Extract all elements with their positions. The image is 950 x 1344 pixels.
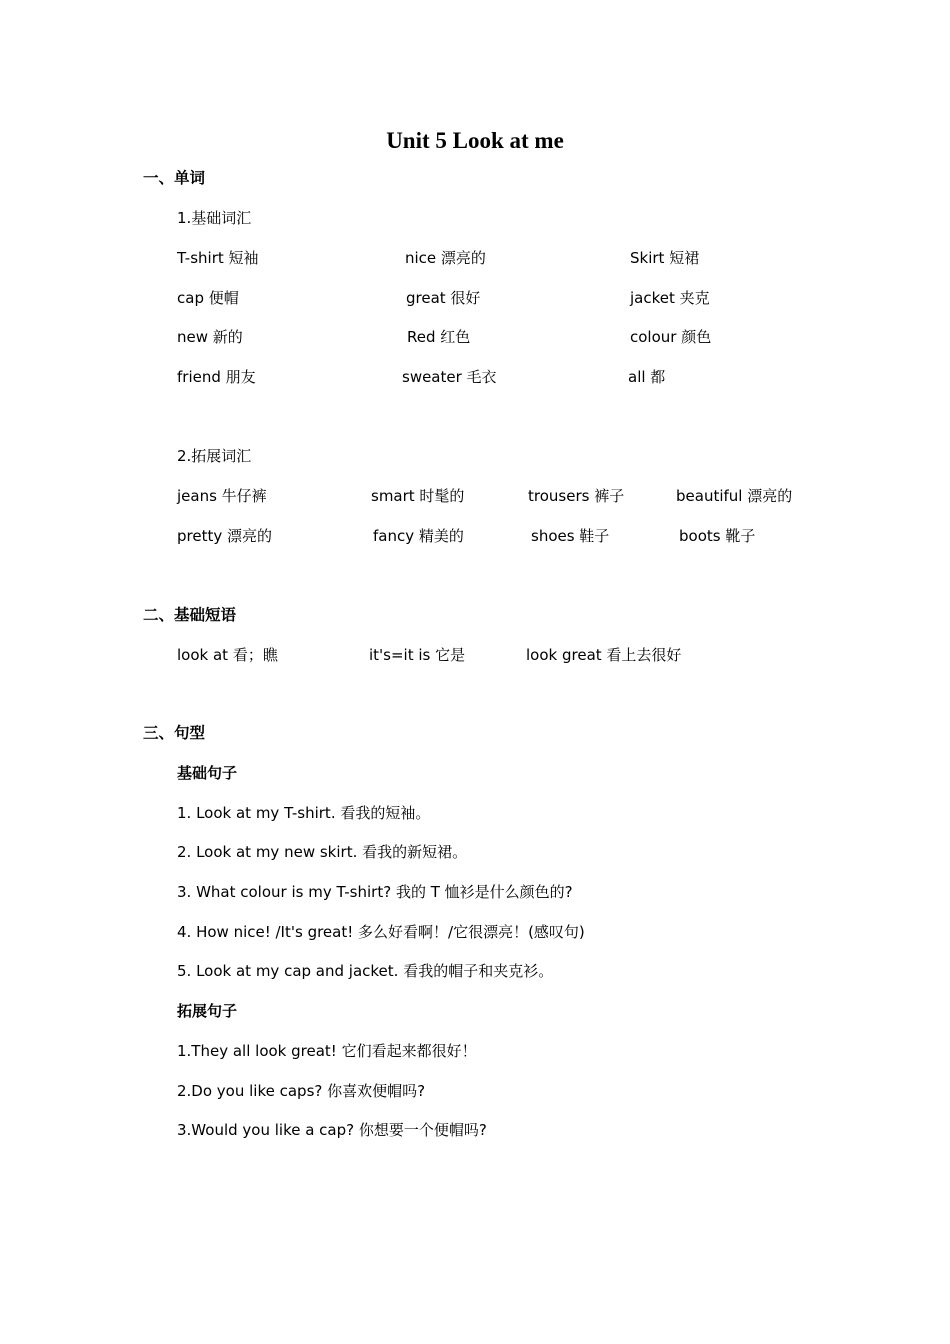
phrase-item: look great 看上去很好 — [526, 646, 682, 664]
sentence-item: 2.Do you like caps? 你喜欢便帽吗? — [177, 1082, 426, 1100]
vocab-item: great 很好 — [406, 289, 481, 307]
subheading-extended-vocabulary: 2.拓展词汇 — [177, 447, 252, 465]
section-heading-phrases: 二、基础短语 — [143, 606, 237, 624]
vocab-item: cap 便帽 — [177, 289, 239, 307]
vocab-item: smart 时髦的 — [371, 487, 465, 505]
vocab-item: shoes 鞋子 — [531, 527, 610, 545]
sentence-item: 1.They all look great! 它们看起来都很好！ — [177, 1042, 477, 1060]
sentence-item: 2. Look at my new skirt. 看我的新短裙。 — [177, 843, 468, 861]
vocab-item: trousers 裤子 — [528, 487, 625, 505]
vocab-item: all 都 — [628, 368, 666, 386]
phrase-item: it's=it is 它是 — [369, 646, 466, 664]
subheading-extended-sentences: 拓展句子 — [177, 1002, 238, 1020]
vocab-item: pretty 漂亮的 — [177, 527, 272, 545]
vocab-item: friend 朋友 — [177, 368, 256, 386]
sentence-item: 3.Would you like a cap? 你想要一个便帽吗? — [177, 1121, 487, 1139]
vocab-item: Skirt 短裙 — [630, 249, 700, 267]
vocab-item: colour 颜色 — [630, 328, 712, 346]
vocab-item: new 新的 — [177, 328, 243, 346]
sentence-item: 3. What colour is my T-shirt? 我的 T 恤衫是什么颜色的? — [177, 883, 573, 901]
vocab-item: fancy 精美的 — [373, 527, 464, 545]
vocab-item: beautiful 漂亮的 — [676, 487, 793, 505]
section-heading-sentences: 三、句型 — [143, 724, 206, 742]
vocab-item: jeans 牛仔裤 — [177, 487, 267, 505]
vocab-item: sweater 毛衣 — [402, 368, 497, 386]
section-heading-words: 一、单词 — [143, 169, 206, 187]
phrase-item: look at 看；瞧 — [177, 646, 278, 664]
vocab-item: boots 靴子 — [679, 527, 756, 545]
subheading-basic-sentences: 基础句子 — [177, 764, 238, 782]
vocab-item: Red 红色 — [407, 328, 471, 346]
page-title: Unit 5 Look at me — [386, 128, 564, 153]
subheading-basic-vocabulary: 1.基础词汇 — [177, 209, 252, 227]
sentence-item: 1. Look at my T-shirt. 看我的短袖。 — [177, 804, 431, 822]
vocab-item: T-shirt 短袖 — [177, 249, 259, 267]
vocab-item: nice 漂亮的 — [405, 249, 486, 267]
vocab-item: jacket 夹克 — [630, 289, 710, 307]
sentence-item: 5. Look at my cap and jacket. 看我的帽子和夹克衫。 — [177, 962, 554, 980]
sentence-item: 4. How nice! /It's great! 多么好看啊！/它很漂亮！(感叹句) — [177, 923, 585, 941]
